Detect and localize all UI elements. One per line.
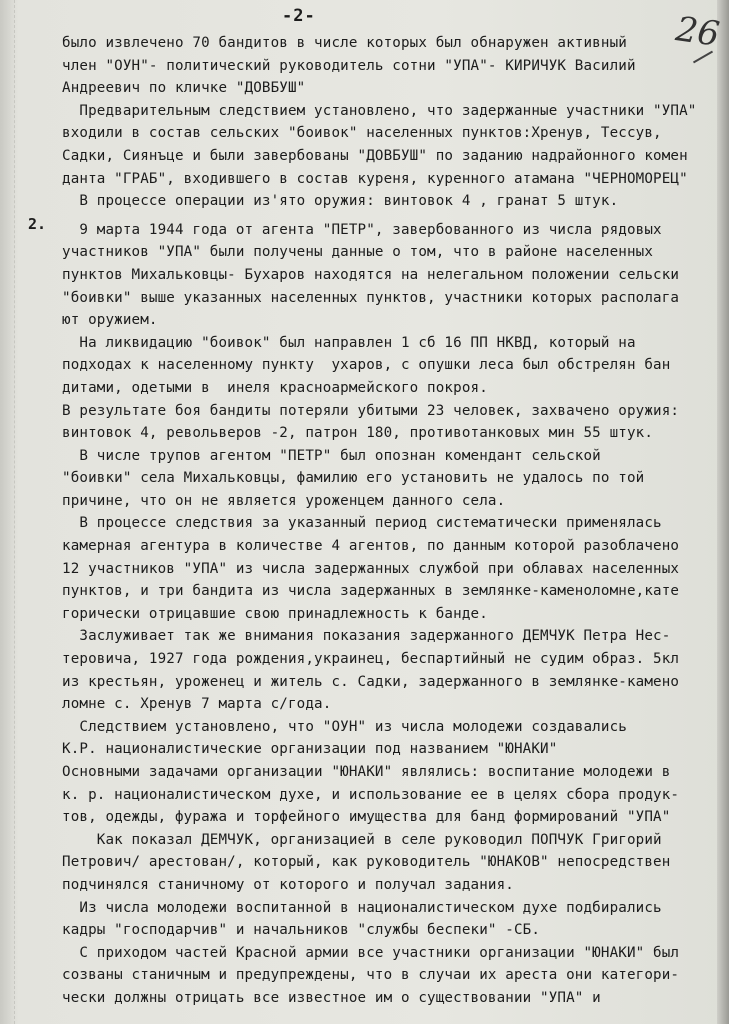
text-line: Предварительным следствием установлено, что задержанные участники "УПА" (62, 102, 697, 119)
text-line: Как показал ДЕМЧУК, организацией в селе руководил ПОПЧУК Григорий (62, 831, 662, 848)
text-line: Садки, Сиянъце и были завербованы "ДОВБУШ" по заданию надрайонного комен (62, 147, 688, 164)
document-body (62, 32, 722, 1010)
text-line: камерная агентура в количестве 4 агентов, по данным которой разоблачено (62, 538, 680, 555)
text-line: На ликвидацию "боивок" был направлен 1 сб 16 ПП НКВД, который на (62, 334, 636, 351)
text-line: В числе трупов агентом "ПЕТР" был опознан комендант сельской (62, 447, 601, 464)
text-line: Из числа молодежи воспитанной в националистическом духе подбирались (62, 899, 662, 916)
text-line: Андреевич по кличке "ДОВБУШ" (62, 80, 306, 97)
text-line: Следствием установлено, что "ОУН" из числа молодежи создавались (62, 718, 627, 735)
text-line: член "ОУН"- политический руководитель сотни "УПА"- КИРИЧУК Василий (62, 57, 636, 74)
binding-edge (4, 0, 15, 1024)
archive-page-number: 26 (673, 9, 722, 55)
text-line: подчинялся станичному от которого и получал задания. (62, 876, 514, 893)
page-number: -2- (282, 6, 316, 26)
text-line: тов, одежды, фуража и торфейного имущества для банд формирований "УПА" (62, 809, 671, 826)
text-line: данта "ГРАБ", входившего в состав куреня, куренного атамана "ЧЕРНОМОРЕЦ" (62, 170, 688, 187)
text-line: горически отрицавшие свою принадлежность к банде. (62, 605, 488, 622)
text-line: пунктов Михальковцы- Бухаров находятся на нелегальном положении сельски (62, 266, 680, 283)
section-number: 2. (28, 215, 47, 233)
text-line: ломне с. Хренув 7 марта с/года. (62, 696, 332, 713)
text-line: В процессе следствия за указанный период систематически применялась (62, 515, 662, 532)
text-line: пунктов, и три бандита из числа задержанных в землянке-каменоломне,кате (62, 583, 680, 600)
text-line: кадры "господарчив" и начальников "службы беспеки" -СБ. (62, 922, 541, 939)
text-line: теровича, 1927 года рождения,украинец, беспартийный не судим образ. 5кл (62, 651, 680, 668)
text-line: Заслуживает так же внимания показания задержанного ДЕМЧУК Петра Нес- (62, 628, 671, 645)
text-line: ют оружием. (62, 312, 158, 329)
text-line: К.Р. националистические организации под названием "ЮНАКИ" (62, 741, 558, 758)
text-line: входили в состав сельских "боивок" населенных пунктов:Хренув, Тессув, (62, 125, 662, 142)
text-line: Основными задачами организации "ЮНАКИ" являлись: воспитание молодежи в (62, 764, 671, 780)
text-line: 9 марта 1944 года от агента "ПЕТР", завербованного из числа рядовых (62, 221, 662, 238)
text-line: Петрович/ арестован/, который, как руководитель "ЮНАКОВ" непосредствен (62, 854, 671, 871)
text-line: было извлечено 70 бандитов в числе которых был обнаружен активный (62, 35, 627, 51)
text-line: "боивки" села Михальковцы, фамилию его установить не удалось по той (62, 470, 645, 487)
text-line: В результате боя бандиты потеряли убитыми 23 человек, захвачено оружия: (62, 402, 680, 419)
text-line: В процессе операции из'ято оружия: винтовок 4 , гранат 5 штук. (62, 193, 619, 210)
text-line: созваны станичным и предупреждены, что в случаи их ареста они категори- (62, 967, 680, 984)
text-line: винтовок 4, револьверов -2, патрон 180, противотанковых мин 55 штук. (62, 425, 654, 442)
text-line: С приходом частей Красной армии все участники организации "ЮНАКИ" был (62, 944, 680, 961)
text-line: к. р. националистическом духе, и использование ее в целях сбора продук- (62, 786, 680, 803)
text-line: подходах к населенному пункту ухаров, с опушки леса был обстрелян бан (62, 357, 671, 374)
text-line: причине, что он не является уроженцем данного села. (62, 492, 506, 509)
text-line: из крестьян, уроженец и житель с. Садки, задержанного в землянке-камено (62, 673, 680, 690)
text-line: "боивки" выше указанных населенных пунктов, участники которых располага (62, 289, 680, 306)
text-line: 12 участников "УПА" из числа задержанных службой при облавах населенных (62, 560, 680, 577)
text-line: участников "УПА" были получены данные о том, что в районе населенных (62, 244, 654, 261)
text-line: чески должны отрицать все известное им о существовании "УПА" и (62, 989, 601, 1006)
text-line: дитами, одетыми в инеля красноармейского покроя. (62, 379, 488, 396)
